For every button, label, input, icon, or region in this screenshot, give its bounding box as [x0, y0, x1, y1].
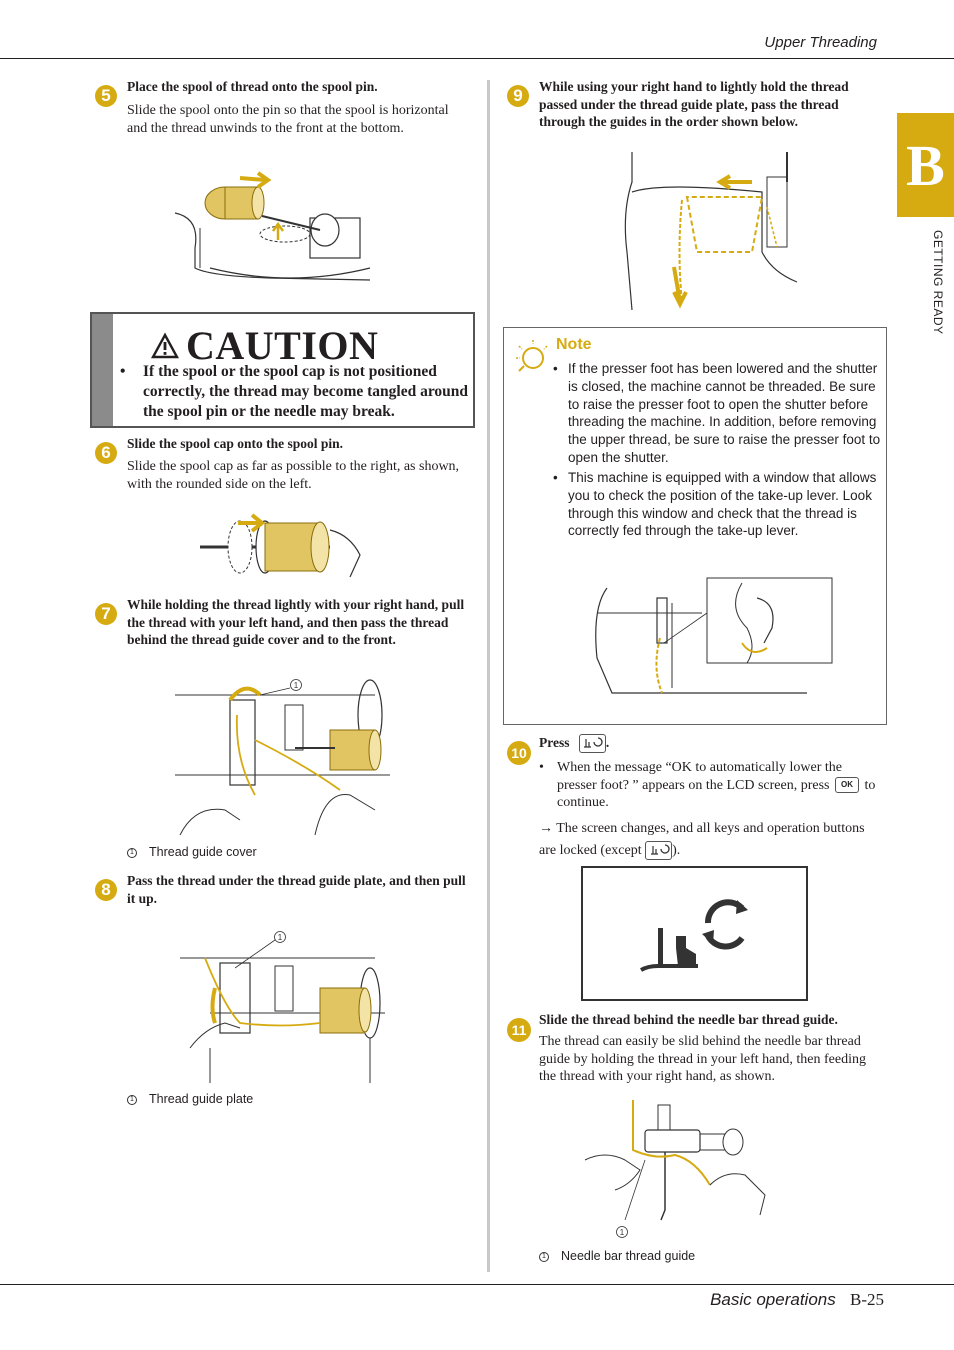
column-divider: [487, 80, 490, 1272]
page-number: B-25: [850, 1290, 884, 1309]
threading-key-glyph: [582, 735, 602, 749]
threading-key-glyph: [649, 842, 669, 856]
caution-bullet: • If the spool or the spool cap is not positioned correctly, the thread may become tangled around the spool pin or the needle may break.: [120, 363, 469, 420]
step-10-result-end: ).: [672, 842, 681, 858]
step-8-title: Pass the thread under the thread guide plate, and then pull it up.: [127, 873, 466, 906]
caption-text: Thread guide plate: [149, 1092, 254, 1106]
ok-key-icon: OK: [835, 777, 859, 793]
step-number-7: 7: [95, 603, 117, 625]
step-9-title: While using your right hand to lightly hold the thread passed under the thread guide plate, pass the thread through the guides in the order shown below.: [539, 79, 849, 129]
step-10-title-text: Press: [539, 735, 570, 750]
top-rule: [0, 58, 954, 59]
note-bulb-icon: [514, 338, 548, 372]
thread-guide-cover-illustration: [175, 670, 390, 835]
callout-11: 1: [619, 1228, 625, 1237]
note-item-2: • This machine is equipped with a window that allows you to check the position of the take-up lever. Look through this window and check that the thread is correctly fed through the take-up lever.: [553, 469, 883, 540]
step-6-title: Slide the spool cap onto the spool pin.: [127, 436, 344, 451]
caution-heading-text: CAUTION: [186, 323, 379, 368]
note-title: Note: [556, 336, 592, 353]
step-11-caption: [539, 1249, 695, 1263]
thread-guide-plate-illustration: [180, 928, 385, 1083]
note-box: [503, 327, 887, 725]
threading-key-icon: [579, 734, 606, 753]
step-number-8: 8: [95, 879, 117, 901]
caption-number: 1: [539, 1252, 549, 1262]
lcd-screen: [581, 866, 808, 1001]
footer: [710, 1290, 884, 1310]
step-number-5: 5: [95, 85, 117, 107]
step-5-text: Slide the spool onto the pin so that the spool is horizontal and the thread unwinds to the front at the bottom.: [127, 103, 449, 136]
threading-key-icon-inline: [645, 841, 672, 860]
step-7-caption: [127, 845, 257, 859]
chapter-label: GETTING READY: [931, 230, 945, 335]
step-8-caption: [127, 1092, 253, 1106]
footer-section: Basic operations: [710, 1290, 836, 1309]
step-10-bullet-text: When the message “OK to automatically lower the presser foot? ” appears on the LCD screen, press: [557, 760, 842, 793]
threading-guides-illustration: [622, 152, 797, 312]
step-10-bullet-end: to continue.: [557, 777, 876, 810]
note-item-2-text: This machine is equipped with a window that allows you to check the position of the take-up lever. Look through this window and check that the thread is correctly fed through the take-up lever.: [568, 470, 877, 539]
chapter-tab: B: [897, 113, 954, 217]
step-11-title: Slide the thread behind the needle bar thread guide.: [539, 1012, 838, 1027]
note-item-1-text: If the presser foot has been lowered and the shutter is closed, the machine cannot be threaded. Be sure to raise the presser foot to open the shutter before threading the machine. In addition, before removing the upper thread, be sure to raise the presser foot to open the shutter.: [568, 361, 881, 465]
caption-text: Needle bar thread guide: [561, 1249, 696, 1263]
header-title: Upper Threading: [764, 34, 877, 51]
callout-8: 1: [277, 933, 283, 942]
needle-bar-guide-illustration: [585, 1100, 770, 1245]
note-item-1: • If the presser foot has been lowered and the shutter is closed, the machine cannot be threaded. Be sure to raise the presser foot to open the shutter before threading the machine. In addition, before removing the upper thread, be sure to raise the presser foot to open the shutter.: [553, 360, 883, 467]
step-6-text: Slide the spool cap as far as possible to the right, as shown, with the rounded side on the left.: [127, 459, 460, 492]
spool-cap-illustration: [200, 505, 365, 585]
caution-side-bar: [92, 314, 113, 426]
caption-number: 1: [127, 848, 137, 858]
step-10-bullet: • When the message “OK to automatically lower the presser foot? ” appears on the LCD screen, press OK to continue.: [539, 760, 876, 810]
threading-lock-icon: [638, 898, 758, 973]
spool-placement-illustration: [170, 168, 380, 293]
caution-triangle-icon: [152, 334, 178, 358]
step-5-title: Place the spool of thread onto the spool pin.: [127, 79, 378, 94]
step-11-text: The thread can easily be slid behind the needle bar thread guide by holding the thread in your left hand, then feeding the thread with your right hand, as shown.: [539, 1034, 866, 1084]
step-7-title: While holding the thread lightly with your right hand, pull the thread with your left hand, and then pass the thread behind the thread guide cover and to the front.: [127, 597, 465, 647]
step-10-result: [539, 818, 884, 861]
step-10-title: Press .: [539, 734, 609, 753]
caption-text: Thread guide cover: [149, 845, 257, 859]
caution-bullet-text: If the spool or the spool cap is not positioned correctly, the thread may become tangled around the spool pin or the needle may break.: [143, 363, 469, 420]
caution-box: [90, 312, 475, 428]
step-number-10: 10: [507, 741, 531, 765]
step-10-result-text: → The screen changes, and all keys and operation buttons are locked (except: [539, 821, 865, 858]
callout-7: 1: [293, 681, 299, 690]
step-number-6: 6: [95, 442, 117, 464]
bottom-rule: [0, 1284, 954, 1285]
step-number-9: 9: [507, 85, 529, 107]
take-up-window-illustration: [592, 578, 832, 698]
caption-number: 1: [127, 1095, 137, 1105]
step-number-11: 11: [507, 1018, 531, 1042]
